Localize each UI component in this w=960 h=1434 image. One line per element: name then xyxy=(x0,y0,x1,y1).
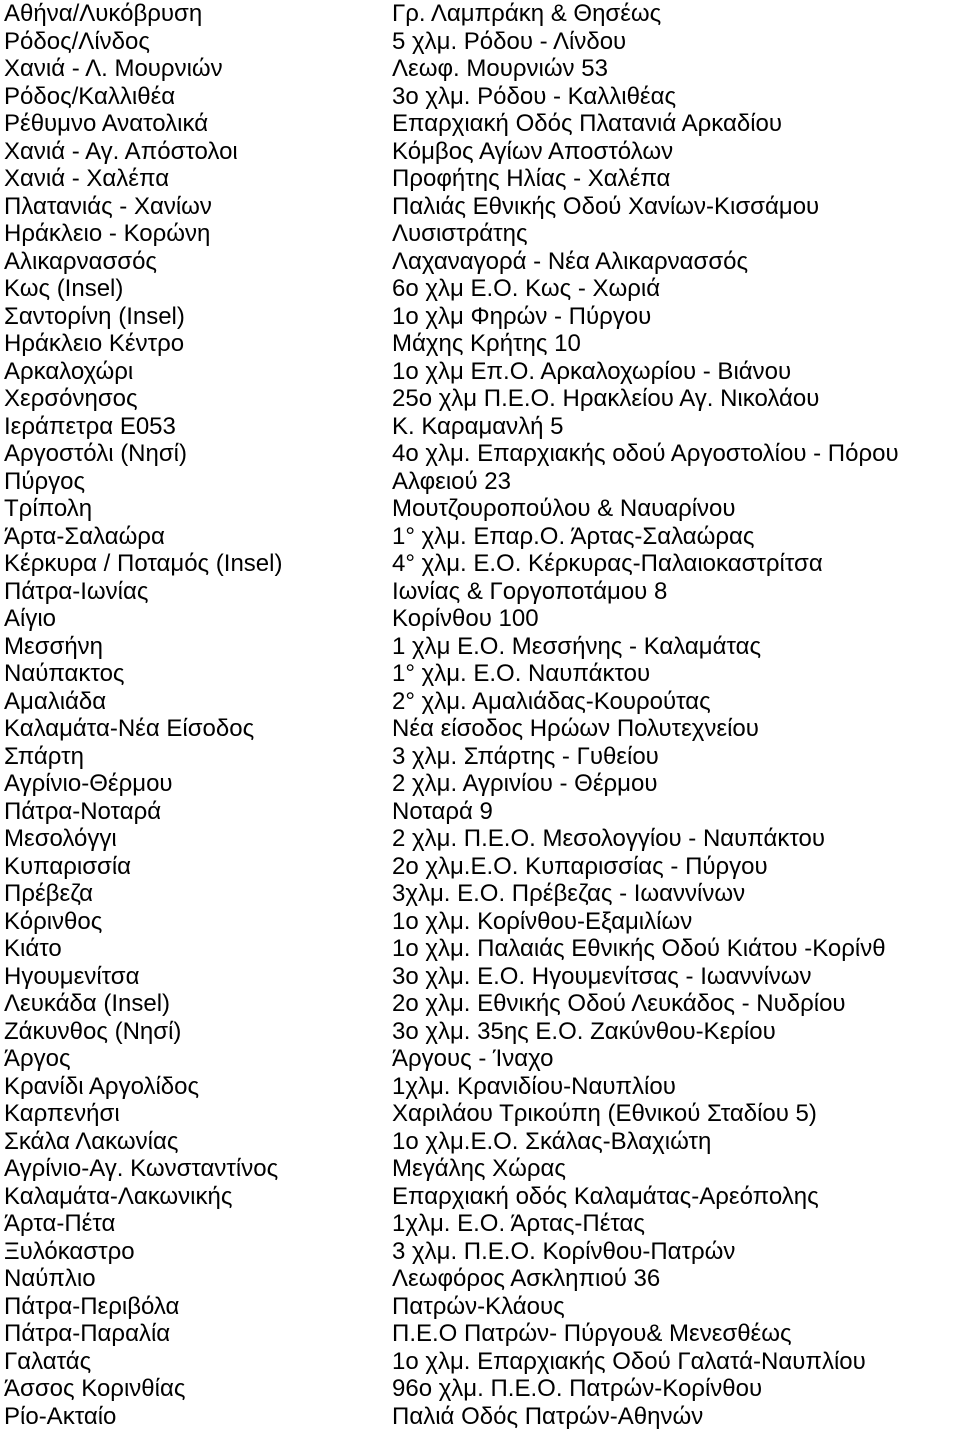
location-name: Πύργος xyxy=(4,467,86,495)
location-row xyxy=(4,1375,960,1403)
location-name: Ρέθυμνο Ανατολικά xyxy=(4,110,209,137)
location-address: Χαριλάου Τρικούπη (Εθνικού Σταδίου 5) xyxy=(392,1100,817,1127)
location-row xyxy=(4,550,960,578)
location-name: Πάτρα-Παραλία xyxy=(4,1320,171,1347)
location-address: 4ο χλμ. Επαρχιακής οδού Αργοστολίου - Πόρου xyxy=(392,440,899,467)
location-row xyxy=(4,825,960,853)
location-address: Μουτζουροπούλου & Ναυαρίνου xyxy=(392,495,736,522)
location-name: Ηράκλειο - Κορώνη xyxy=(4,220,211,247)
location-row xyxy=(4,303,960,331)
location-name: Αμαλιάδα xyxy=(4,687,107,715)
location-name: Λευκάδα (Insel) xyxy=(4,990,171,1017)
location-address: 4° χλμ. Ε.Ο. Κέρκυρας-Παλαιοκαστρίτσα xyxy=(392,550,823,577)
location-address: Παλιάς Εθνικής Οδού Χανίων-Κισσάμου xyxy=(392,192,820,220)
location-row xyxy=(4,1045,960,1073)
location-address: 1χλμ. Κρανιδίου-Ναυπλίου xyxy=(392,1072,676,1100)
location-name: Σπάρτη xyxy=(4,742,84,770)
location-row xyxy=(4,413,960,441)
location-name: Μεσολόγγι xyxy=(4,825,117,852)
location-name: Χανιά - Χαλέπα xyxy=(4,165,170,192)
location-row xyxy=(4,1100,960,1128)
location-name: Πλατανιάς - Χανίων xyxy=(4,192,212,220)
location-address: 25ο χλμ Π.Ε.Ο. Ηρακλείου Αγ. Νικολάου xyxy=(392,385,820,412)
location-row xyxy=(4,385,960,413)
location-name: Τρίπολη xyxy=(4,495,93,522)
location-address: Νοταρά 9 xyxy=(392,797,493,825)
location-row xyxy=(4,1155,960,1183)
location-address: Μεγάλης Χώρας xyxy=(392,1155,566,1182)
location-row xyxy=(4,495,960,523)
location-row xyxy=(4,963,960,991)
location-name: Χανιά - Λ. Μουρνιών xyxy=(4,55,223,82)
location-address: 2ο χλμ. Εθνικής Οδού Λευκάδος - Νυδρίου xyxy=(392,990,846,1017)
location-row xyxy=(4,1320,960,1348)
location-listing xyxy=(4,0,960,1430)
location-name: Αγρίνιο-Αγ. Κωνσταντίνος xyxy=(4,1155,279,1182)
location-name: Χερσόνησος xyxy=(4,385,138,412)
location-name: Κιάτο xyxy=(4,935,62,962)
location-name: Ιεράπετρα E053 xyxy=(4,412,176,440)
location-address: Προφήτης Ηλίας - Χαλέπα xyxy=(392,165,671,192)
location-name: Αργοστόλι (Νησί) xyxy=(4,440,187,467)
location-row xyxy=(4,193,960,221)
location-address: Επαρχιακή οδός Καλαμάτας-Αρεόπολης xyxy=(392,1182,819,1210)
location-name: Γαλατάς xyxy=(4,1347,92,1375)
location-address: 3 χλμ. Σπάρτης - Γυθείου xyxy=(392,742,659,770)
location-name: Κρανίδι Αργολίδος xyxy=(4,1072,200,1100)
location-name: Ρίο-Ακταίο xyxy=(4,1402,117,1430)
location-address: Νέα είσοδος Ηρώων Πολυτεχνείου xyxy=(392,715,759,742)
location-name: Μεσσήνη xyxy=(4,632,104,660)
location-address: 3 χλμ. Π.Ε.Ο. Κορίνθου-Πατρών xyxy=(392,1237,736,1265)
location-row xyxy=(4,770,960,798)
location-name: Αγρίνιο-Θέρμου xyxy=(4,770,173,797)
location-address: Αλφειού 23 xyxy=(392,467,512,495)
location-address: Λυσιστράτης xyxy=(392,220,528,247)
location-name: Άρτα-Σαλαώρα xyxy=(4,522,165,550)
location-address: Λεωφ. Μουρνιών 53 xyxy=(392,55,608,82)
location-row xyxy=(4,138,960,166)
location-row xyxy=(4,798,960,826)
location-address: 2 χλμ. Π.Ε.Ο. Μεσολογγίου - Ναυπάκτου xyxy=(392,825,826,852)
location-address: 1 χλμ Ε.Ο. Μεσσήνης - Καλαμάτας xyxy=(392,632,762,660)
location-name: Κυπαρισσία xyxy=(4,852,132,880)
location-name: Πάτρα-Περιβόλα xyxy=(4,1292,180,1320)
location-name: Κέρκυρα / Ποταμός (Insel) xyxy=(4,550,283,577)
location-row xyxy=(4,1348,960,1376)
location-row xyxy=(4,605,960,633)
location-name: Σαντορίνη (Insel) xyxy=(4,302,185,330)
location-address: 1ο χλμ.Ε.Ο. Σκάλας-Βλαχιώτη xyxy=(392,1127,712,1155)
location-row xyxy=(4,880,960,908)
location-row xyxy=(4,743,960,771)
location-address: Λαχαναγορά - Νέα Αλικαρνασσός xyxy=(392,247,749,275)
location-address: Κ. Καραμανλή 5 xyxy=(392,412,564,440)
location-row xyxy=(4,1018,960,1046)
location-address: 2 χλμ. Αγρινίου - Θέρμου xyxy=(392,770,658,797)
location-name: Πρέβεζα xyxy=(4,880,94,907)
location-name: Άσσος Κορινθίας xyxy=(4,1375,186,1402)
location-row xyxy=(4,1403,960,1431)
location-row xyxy=(4,853,960,881)
location-name: Χανιά - Αγ. Απόστολοι xyxy=(4,137,238,165)
location-address: Κορίνθου 100 xyxy=(392,605,539,632)
location-address: Γρ. Λαμπράκη & Θησέως xyxy=(392,0,662,27)
location-name: Ζάκυνθος (Νησί) xyxy=(4,1017,182,1045)
location-row xyxy=(4,688,960,716)
location-address: 3ο χλμ. 35ης Ε.Ο. Ζακύνθου-Κερίου xyxy=(392,1017,776,1045)
location-row xyxy=(4,935,960,963)
location-name: Αθήνα/Λυκόβρυση xyxy=(4,0,203,27)
location-row xyxy=(4,1265,960,1293)
location-name: Άργος xyxy=(4,1045,71,1072)
location-address: 1° χλμ. Επαρ.Ο. Άρτας-Σαλαώρας xyxy=(392,522,755,550)
location-address: Παλιά Οδός Πατρών-Αθηνών xyxy=(392,1402,704,1430)
location-row xyxy=(4,990,960,1018)
location-name: Καλαμάτα-Λακωνικής xyxy=(4,1182,233,1210)
location-row xyxy=(4,660,960,688)
location-row xyxy=(4,1183,960,1211)
location-name: Αίγιο xyxy=(4,605,57,632)
location-address: 3ο χλμ. Ρόδου - Καλλιθέας xyxy=(392,82,677,110)
location-address: 1χλμ. Ε.Ο. Άρτας-Πέτας xyxy=(392,1210,645,1237)
location-address: 5 χλμ. Ρόδου - Λίνδου xyxy=(392,27,627,55)
location-name: Αλικαρνασσός xyxy=(4,247,157,275)
location-name: Κως (Insel) xyxy=(4,275,124,302)
location-name: Ρόδος/Λίνδος xyxy=(4,27,150,55)
location-row xyxy=(4,28,960,56)
location-row xyxy=(4,330,960,358)
location-row xyxy=(4,1293,960,1321)
location-row xyxy=(4,358,960,386)
location-name: Σκάλα Λακωνίας xyxy=(4,1127,179,1155)
location-name: Πάτρα-Ιωνίας xyxy=(4,577,149,605)
location-address: 1ο χλμ. Επαρχιακής Οδού Γαλατά-Ναυπλίου xyxy=(392,1347,866,1375)
location-name: Ναύπακτος xyxy=(4,660,125,687)
location-address: 1ο χλμ Φηρών - Πύργου xyxy=(392,302,652,330)
location-address: 6ο χλμ Ε.Ο. Κως - Χωριά xyxy=(392,275,661,302)
location-row xyxy=(4,55,960,83)
location-address: 96ο χλμ. Π.Ε.Ο. Πατρών-Κορίνθου xyxy=(392,1375,763,1402)
location-row xyxy=(4,523,960,551)
location-row xyxy=(4,83,960,111)
location-row xyxy=(4,440,960,468)
location-name: Κόρινθος xyxy=(4,907,103,935)
location-address: Πατρών-Κλάους xyxy=(392,1292,565,1320)
location-address: Επαρχιακή Οδός Πλατανιά Αρκαδίου xyxy=(392,110,782,137)
location-address: 3χλμ. Ε.Ο. Πρέβεζας - Ιωαννίνων xyxy=(392,880,746,907)
location-name: Ηγουμενίτσα xyxy=(4,962,140,990)
location-address: 2ο χλμ.Ε.Ο. Κυπαρισσίας - Πύργου xyxy=(392,852,768,880)
location-address: 1ο χλμ. Κορίνθου-Εξαμιλίων xyxy=(392,907,693,935)
location-address: 1ο χλμ. Παλαιάς Εθνικής Οδού Κιάτου -Κορίνθ xyxy=(392,935,886,962)
location-row xyxy=(4,220,960,248)
location-row xyxy=(4,715,960,743)
location-address: 3ο χλμ. Ε.Ο. Ηγουμενίτσας - Ιωαννίνων xyxy=(392,962,812,990)
location-row xyxy=(4,468,960,496)
location-row xyxy=(4,165,960,193)
location-address: Ιωνίας & Γοργοποτάμου 8 xyxy=(392,577,668,605)
location-row xyxy=(4,578,960,606)
location-address: Λεωφόρος Ασκληπιού 36 xyxy=(392,1265,661,1292)
location-row xyxy=(4,1128,960,1156)
location-name: Ξυλόκαστρο xyxy=(4,1237,135,1265)
location-row xyxy=(4,633,960,661)
location-address: Κόμβος Αγίων Αποστόλων xyxy=(392,137,674,165)
location-name: Καρπενήσι xyxy=(4,1100,120,1127)
location-row xyxy=(4,275,960,303)
location-name: Καλαμάτα-Νέα Είσοδος xyxy=(4,715,255,742)
location-name: Πάτρα-Νοταρά xyxy=(4,797,162,825)
location-name: Ρόδος/Καλλιθέα xyxy=(4,82,176,110)
location-name: Άρτα-Πέτα xyxy=(4,1210,116,1237)
location-row xyxy=(4,110,960,138)
location-address: 1° χλμ. Ε.Ο. Ναυπάκτου xyxy=(392,660,651,687)
location-row xyxy=(4,1210,960,1238)
location-name: Ναύπλιο xyxy=(4,1265,96,1292)
location-address: Άργους - Ίναχο xyxy=(392,1045,554,1072)
location-row xyxy=(4,908,960,936)
location-name: Αρκαλοχώρι xyxy=(4,357,134,385)
location-row xyxy=(4,0,960,28)
location-address: 2° χλμ. Αμαλιάδας-Κουρούτας xyxy=(392,687,711,715)
location-address: 1ο χλμ Επ.Ο. Αρκαλοχωρίου - Βιάνου xyxy=(392,357,792,385)
location-name: Ηράκλειο Κέντρο xyxy=(4,330,185,357)
location-row xyxy=(4,1238,960,1266)
location-address: Π.Ε.Ο Πατρών- Πύργου& Μενεσθέως xyxy=(392,1320,792,1347)
location-row xyxy=(4,1073,960,1101)
location-address: Μάχης Κρήτης 10 xyxy=(392,330,581,357)
location-row xyxy=(4,248,960,276)
